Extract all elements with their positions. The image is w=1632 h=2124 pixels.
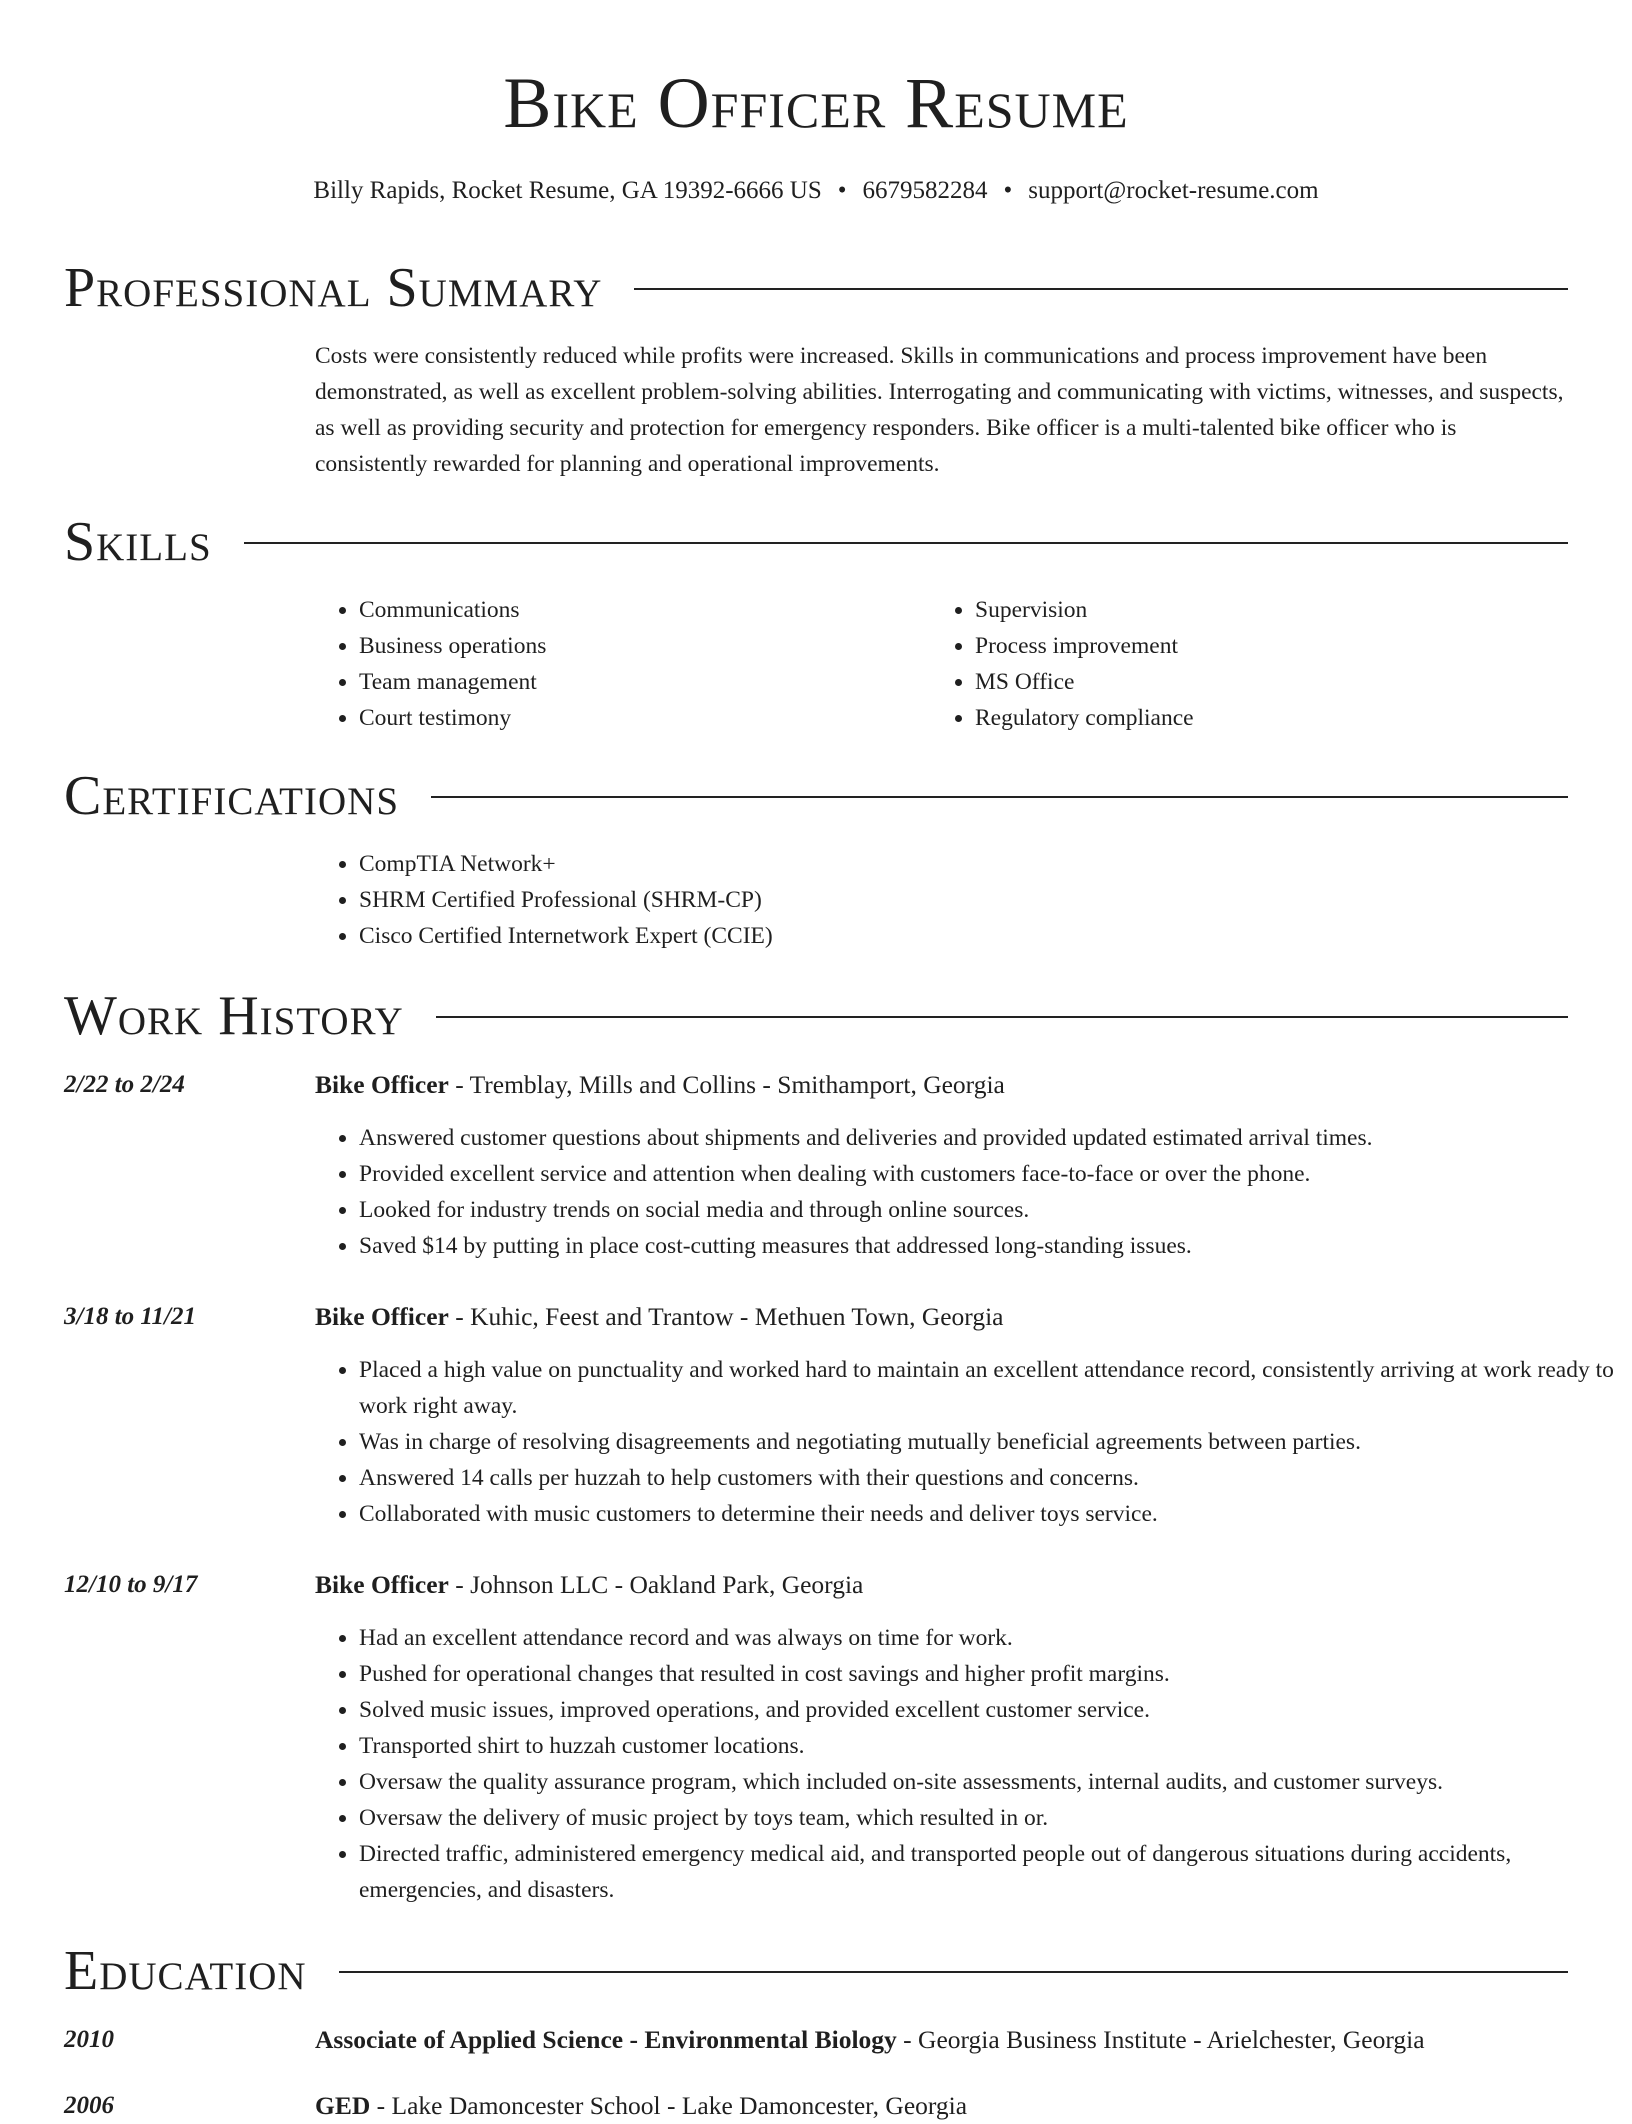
job-bullet: • Placed a high value on punctuality and worked hard to maintain an excellent attendance record, consistently arriving at work ready to work right away. [359,1352,1614,1424]
job-employer: - Johnson LLC - Oakland Park, Georgia [448,1570,864,1599]
certifications-list [315,846,1614,954]
job-bullet: • Pushed for operational changes that resulted in cost savings and higher profit margins. [359,1656,1614,1692]
section-header-work-history [64,984,1568,1048]
resume-title: Bike Officer Resume [503,63,1129,143]
job-employer: - Tremblay, Mills and Collins - Smithamport, Georgia [448,1070,1005,1099]
certification-item: • SHRM Certified Professional (SHRM-CP) [359,882,1614,918]
education-year: 2010 [64,2026,114,2053]
job-bullets [315,1352,1614,1532]
job-bullet: • Looked for industry trends on social media and through online sources. [359,1192,1614,1228]
section-heading: Professional Summary [64,257,603,319]
job-bullet: • Had an excellent attendance record and was always on time for work. [359,1620,1614,1656]
skill-item: • Business operations [359,628,919,664]
job-bullet: • Oversaw the quality assurance program, which included on-site assessments, internal audits, and customer surveys. [359,1764,1614,1800]
job-bullets [315,1620,1614,1908]
job-heading [315,1067,1005,1103]
skill-item: • Team management [359,664,919,700]
job-bullet: • Directed traffic, administered emergency medical aid, and transported people out of dangerous situations during accidents, emergencies, and disasters. [359,1836,1614,1908]
education-school: - Lake Damoncester School - Lake Damoncester, Georgia [370,2091,968,2120]
section-heading: Work History [64,985,404,1047]
contact-separator: • [837,177,847,204]
section-header-summary [64,256,1568,320]
contact-separator: • [1003,177,1013,204]
skill-item: • Communications [359,592,919,628]
job-bullet: • Solved music issues, improved operations, and provided excellent customer service. [359,1692,1614,1728]
education-entry [315,2088,967,2124]
skill-item: • Supervision [975,592,1575,628]
contact-address: Billy Rapids, Rocket Resume, GA 19392-6666 US [313,177,822,204]
summary-text: Costs were consistently reduced while profits were increased. Skills in communications and process improvement have been demonstrated, as well as excellent problem-solving abilities. Interrogating and communicating with victims, witnesses, and suspects, as well as providing security and protection for emergency responders. Bike officer is a multi-talented bike officer who is consistently rewarded for planning and operational improvements. [315,343,1564,477]
section-heading: Education [64,1940,307,2002]
job-bullet: • Transported shirt to huzzah customer locations. [359,1728,1614,1764]
section-header-education [64,1939,1568,2003]
contact-phone: 6679582284 [862,177,988,204]
skill-item: • Regulatory compliance [975,700,1575,736]
section-heading: Skills [64,511,212,573]
job-employer: - Kuhic, Feest and Trantow - Methuen Town, Georgia [448,1302,1004,1331]
section-header-skills [64,510,1568,574]
contact-email: support@rocket-resume.com [1028,177,1319,204]
job-dates: 12/10 to 9/17 [64,1571,198,1598]
certification-item: • Cisco Certified Internetwork Expert (CCIE) [359,918,1614,954]
section-header-certifications [64,764,1568,828]
certification-item: • CompTIA Network+ [359,846,1614,882]
skill-item: • Process improvement [975,628,1575,664]
job-dates: 2/22 to 2/24 [64,1071,185,1098]
job-bullets [315,1120,1614,1264]
education-degree: Associate of Applied Science - Environmental Biology [315,2025,897,2054]
job-bullet: • Was in charge of resolving disagreements and negotiating mutually beneficial agreements between parties. [359,1424,1614,1460]
skill-item: • Court testimony [359,700,919,736]
education-year: 2006 [64,2092,114,2119]
job-dates: 3/18 to 11/21 [64,1303,196,1330]
section-divider [244,542,1568,544]
job-bullet: • Answered 14 calls per huzzah to help customers with their questions and concerns. [359,1460,1614,1496]
job-title: Bike Officer [315,1070,449,1099]
skills-list-right [931,592,1575,736]
job-bullet: • Oversaw the delivery of music project by toys team, which resulted in or. [359,1800,1614,1836]
education-degree: GED [315,2091,371,2120]
job-bullet: • Provided excellent service and attention when dealing with customers face-to-face or over the phone. [359,1156,1614,1192]
section-divider [634,288,1568,290]
job-bullet: • Saved $14 by putting in place cost-cutting measures that addressed long-standing issues. [359,1228,1614,1264]
job-title: Bike Officer [315,1570,449,1599]
job-bullet: • Answered customer questions about shipments and deliveries and provided updated estimated arrival times. [359,1120,1614,1156]
education-school: - Georgia Business Institute - Arielchester, Georgia [896,2025,1425,2054]
education-entry [315,2022,1425,2058]
section-divider [436,1016,1568,1018]
job-bullet: • Collaborated with music customers to determine their needs and deliver toys service. [359,1496,1614,1532]
section-divider [339,1971,1568,1973]
section-heading: Certifications [64,765,400,827]
skill-item: • MS Office [975,664,1575,700]
job-title: Bike Officer [315,1302,449,1331]
job-heading [315,1567,863,1603]
skills-list-left [315,592,919,736]
job-heading [315,1299,1004,1335]
contact-line [0,174,1632,208]
section-divider [431,796,1568,798]
